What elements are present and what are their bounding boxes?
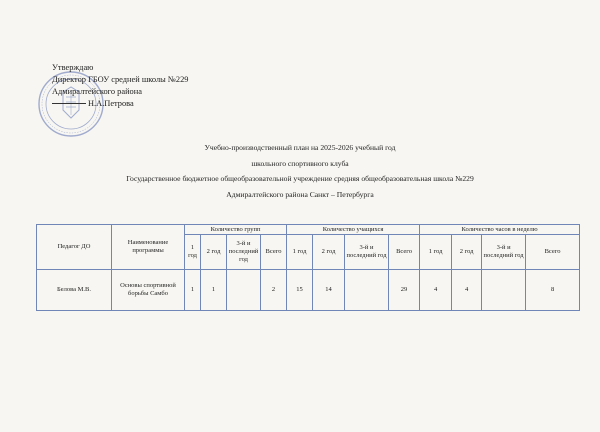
approval-line-1: Утверждаю (52, 63, 94, 72)
cell-hours-y1: 4 (420, 270, 452, 311)
plan-table (36, 224, 580, 311)
header-program: Наименование программы (112, 225, 185, 270)
cell-students-y1: 15 (287, 270, 313, 311)
title-line-2: школьного спортивного клуба (251, 158, 349, 168)
cell-groups-y1: 1 (185, 270, 201, 311)
approval-signature-line (52, 98, 188, 110)
groups-total: Всего (261, 235, 287, 270)
hours-total: Всего (526, 235, 580, 270)
approval-block (52, 62, 188, 110)
hours-y2: 2 год (452, 235, 482, 270)
hours-y3: 3-й и последний год (482, 235, 526, 270)
header-hours: Количество часов в неделю (420, 225, 580, 235)
title-line-1: Учебно-производственный план на 2025-2026 учебный год (204, 143, 396, 152)
hours-y1: 1 год (420, 235, 452, 270)
header-students: Количество учащихся (287, 225, 420, 235)
groups-y3: 3-й и последний год (227, 235, 261, 270)
approval-line-3: Адмиралтейского района (52, 87, 142, 96)
title-line-3: Государственное бюджетное общеобразовательной учреждение средняя общеобразовательная школа №229 (126, 174, 474, 183)
cell-hours-y3 (482, 270, 526, 311)
table-header-row (37, 225, 580, 235)
students-y1: 1 год (287, 235, 313, 270)
groups-y2: 2 год (201, 235, 227, 270)
cell-teacher: Белова М.В. (37, 270, 112, 311)
cell-students-y2: 14 (313, 270, 345, 311)
approval-line-4: Н.А.Петрова (88, 99, 134, 108)
cell-hours-y2: 4 (452, 270, 482, 311)
signature-underline (52, 103, 86, 104)
document-titles (0, 140, 600, 202)
students-y3: 3-й и последний год (345, 235, 389, 270)
cell-students-total: 29 (389, 270, 420, 311)
cell-program: Основы спортивной борьбы Самбо (112, 270, 185, 311)
cell-students-y3 (345, 270, 389, 311)
cell-groups-total: 2 (261, 270, 287, 311)
cell-hours-total: 8 (526, 270, 580, 311)
header-teacher: Педагог ДО (37, 225, 112, 270)
cell-groups-y3 (227, 270, 261, 311)
title-line-4: Адмиралтейского района Санкт – Петербурга (226, 189, 374, 199)
cell-groups-y2: 1 (201, 270, 227, 311)
groups-y1: 1 год (185, 235, 201, 270)
students-total: Всего (389, 235, 420, 270)
students-y2: 2 год (313, 235, 345, 270)
table-row (37, 270, 580, 311)
header-groups: Количество групп (185, 225, 287, 235)
approval-line-2: Директор ГБОУ средней школы №229 (52, 75, 189, 84)
